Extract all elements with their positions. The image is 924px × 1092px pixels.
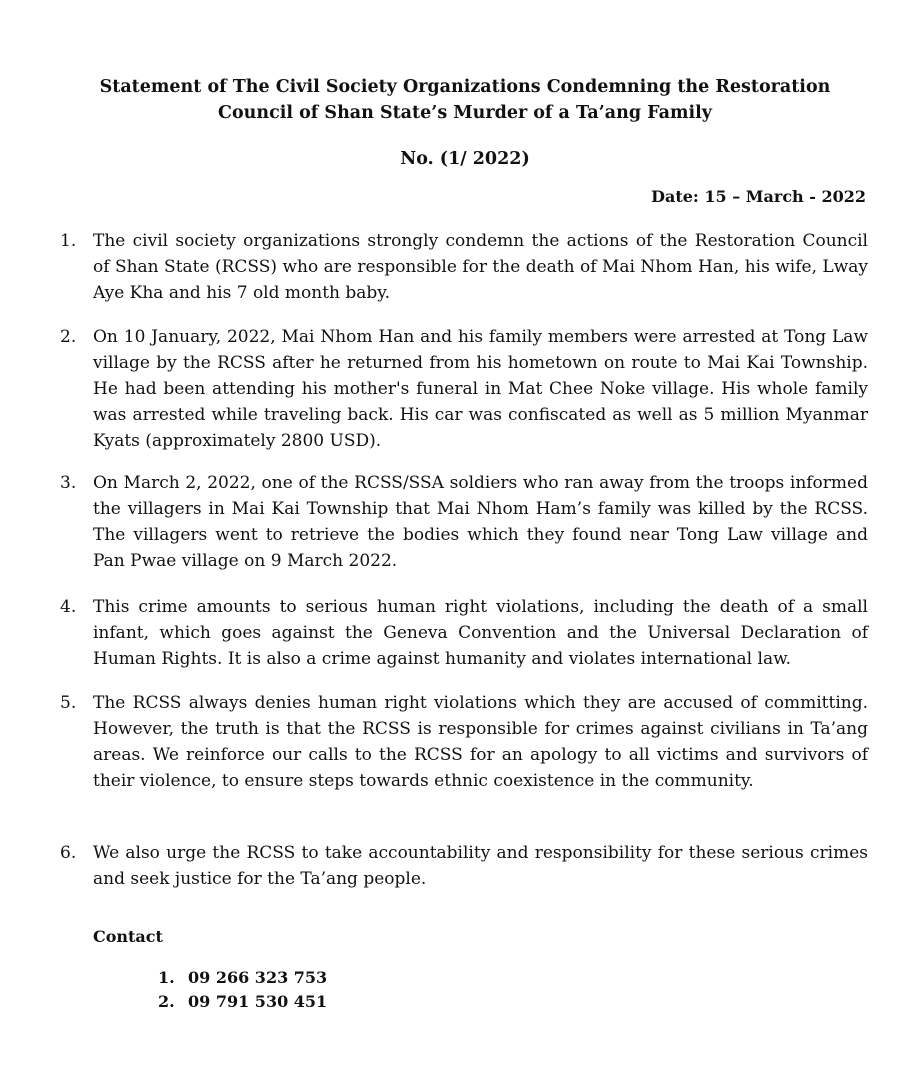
contact-list bbox=[158, 966, 327, 1014]
item-text: The RCSS always denies human right violations which they are accused of committing. However, the truth is that the RCSS is responsible for crimes against civilians in Ta’ang areas. We reinforce our calls to the RCSS for an apology to all victims and survivors of their violence, to ensure steps towards ethnic coexistence in the community. bbox=[93, 693, 868, 791]
item-number: 6. bbox=[60, 843, 77, 863]
item-text: On 10 January, 2022, Mai Nhom Han and his family members were arrested at Tong Law village by the RCSS after he returned from his hometown on route to Mai Kai Township. He had been attending his mother's funeral in Mat Chee Noke village. His whole family was arrested while traveling back. His car was confiscated as well as 5 million Myanmar Kyats (approximately 2800 USD). bbox=[93, 327, 868, 451]
document-date: Date: 15 – March - 2022 bbox=[651, 187, 866, 206]
document-number: No. (1/ 2022) bbox=[400, 149, 530, 169]
contact-entry bbox=[158, 990, 327, 1014]
statement-item-5 bbox=[60, 690, 868, 794]
contact-number: 1. bbox=[158, 968, 175, 987]
contact-number: 2. bbox=[158, 992, 175, 1011]
statement-item-1 bbox=[60, 228, 868, 306]
statement-item-3 bbox=[60, 470, 868, 574]
contact-heading: Contact bbox=[93, 927, 163, 946]
item-number: 1. bbox=[60, 231, 77, 251]
item-text: We also urge the RCSS to take accountability and responsibility for these serious crimes and seek justice for the Ta’ang people. bbox=[93, 843, 868, 889]
item-number: 5. bbox=[60, 693, 77, 713]
document-title: Statement of The Civil Society Organizations Condemning the Restoration Council of Shan State’s Murder of a Ta’ang Family bbox=[99, 77, 831, 123]
item-number: 4. bbox=[60, 597, 77, 617]
item-text: On March 2, 2022, one of the RCSS/SSA soldiers who ran away from the troops informed the villagers in Mai Kai Township that Mai Nhom Ham’s family was killed by the RCSS. The villagers went to retrieve the bodies which they found near Tong Law village and Pan Pwae village on 9 March 2022. bbox=[93, 473, 868, 571]
contact-phone[interactable]: 09 791 530 451 bbox=[188, 992, 328, 1011]
item-number: 3. bbox=[60, 473, 77, 493]
item-number: 2. bbox=[60, 327, 77, 347]
item-text: This crime amounts to serious human right violations, including the death of a small infant, which goes against the Geneva Convention and the Universal Declaration of Human Rights. It is also a crime against humanity and violates international law. bbox=[93, 597, 868, 669]
statement-item-2 bbox=[60, 324, 868, 454]
item-text: The civil society organizations strongly condemn the actions of the Restoration Council of Shan State (RCSS) who are responsible for the death of Mai Nhom Han, his wife, Lway Aye Kha and his 7 old month baby. bbox=[93, 231, 868, 303]
statement-item-4 bbox=[60, 594, 868, 672]
statement-item-6 bbox=[60, 840, 868, 892]
contact-phone[interactable]: 09 266 323 753 bbox=[188, 968, 328, 987]
contact-entry bbox=[158, 966, 327, 990]
